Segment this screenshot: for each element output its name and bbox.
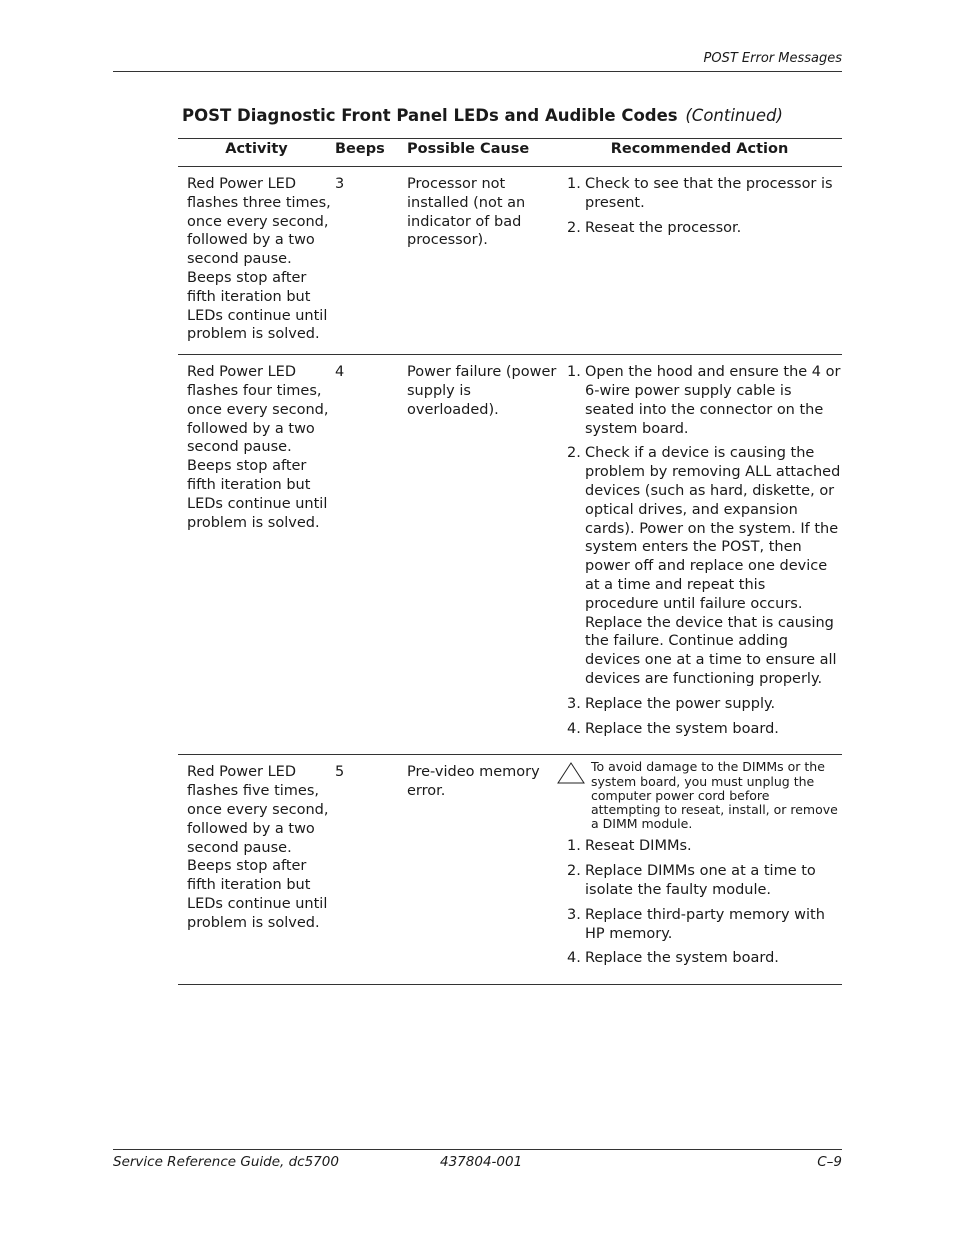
action-item — [557, 363, 842, 438]
table-title — [182, 106, 783, 125]
action-text: Replace the power supply. — [585, 695, 776, 712]
footer-guide-title: Service Reference Guide, dc5700 — [113, 1154, 339, 1170]
action-number: 1. — [567, 838, 581, 855]
column-header-possible-cause: Possible Cause — [407, 139, 557, 167]
action-number: 2. — [567, 863, 581, 880]
post-codes-table — [178, 138, 842, 985]
activity-cell: Red Power LED flashes four times, once every second, followed by a two second pause. Beeps stop after fifth iteration but LEDs continue until problem is solved. — [178, 355, 335, 755]
header-rule — [113, 71, 842, 72]
action-text: Replace the system board. — [585, 950, 779, 967]
action-item — [557, 837, 842, 856]
action-list — [557, 175, 842, 237]
footer-rule — [113, 1149, 842, 1150]
table-header-row — [178, 139, 842, 167]
action-text: Replace the system board. — [585, 720, 779, 737]
activity-cell: Red Power LED flashes three times, once every second, followed by a two second pause. Beeps stop after fifth iteration but LEDs continue until problem is solved. — [178, 167, 335, 355]
running-head: POST Error Messages — [703, 51, 842, 66]
action-item — [557, 906, 842, 944]
action-item — [557, 444, 842, 688]
activity-cell: Red Power LED flashes five times, once every second, followed by a two second pause. Beeps stop after fifth iteration but LEDs continue until problem is solved. — [178, 755, 335, 985]
action-number: 4. — [567, 720, 581, 737]
column-header-beeps: Beeps — [335, 139, 407, 167]
action-item — [557, 219, 842, 238]
caution-triangle-icon — [557, 762, 585, 784]
action-number: 2. — [567, 219, 581, 236]
table-title-suffix: (Continued) — [685, 106, 783, 125]
action-cell — [557, 355, 842, 755]
table-row — [178, 355, 842, 755]
action-list — [557, 837, 842, 968]
action-number: 4. — [567, 950, 581, 967]
action-number: 3. — [567, 695, 581, 712]
action-text: Replace DIMMs one at a time to isolate the faulty module. — [585, 863, 816, 898]
action-item — [557, 720, 842, 739]
beeps-cell: 3 — [335, 167, 407, 355]
action-item — [557, 949, 842, 968]
action-text: Replace third-party memory with HP memory. — [585, 906, 825, 942]
action-text: Reseat the processor. — [585, 219, 742, 236]
action-number: 3. — [567, 906, 581, 923]
action-text: Open the hood and ensure the 4 or 6-wire power supply cable is seated into the connector on the system board. — [585, 364, 841, 437]
beeps-cell: 5 — [335, 755, 407, 985]
action-cell — [557, 755, 842, 985]
action-item — [557, 175, 842, 213]
footer-part-number: 437804-001 — [440, 1154, 523, 1170]
action-list — [557, 363, 842, 738]
footer-page-number: C–9 — [817, 1154, 842, 1170]
column-header-activity: Activity — [178, 139, 335, 167]
action-text: Check to see that the processor is present. — [585, 176, 833, 211]
table-row — [178, 755, 842, 985]
action-item — [557, 862, 842, 900]
table-row — [178, 167, 842, 355]
action-item — [557, 695, 842, 714]
cause-cell: Processor not installed (not an indicator of bad processor). — [407, 167, 557, 355]
action-text: Check if a device is causing the problem by removing ALL attached devices (such as hard, diskette, or optical drives, and expansion cards). Power on the system. If the system enters the POST, then power off and replace one device at a time and repeat this procedure until failure occurs. Replace the device that is causing the failure. Continue adding devices one at a time to ensure all devices are functioning properly. — [585, 445, 841, 687]
cause-cell: Power failure (power supply is overloaded). — [407, 355, 557, 755]
cause-cell: Pre-video memory error. — [407, 755, 557, 985]
caution-note — [557, 760, 842, 831]
beeps-cell: 4 — [335, 355, 407, 755]
caution-text: To avoid damage to the DIMMs or the system board, you must unplug the computer power cord before attempting to reseat, install, or remove a DIMM module. — [591, 759, 838, 832]
table-title-text: POST Diagnostic Front Panel LEDs and Audible Codes — [182, 106, 678, 125]
action-cell — [557, 167, 842, 355]
action-text: Reseat DIMMs. — [585, 838, 692, 855]
column-header-recommended-action: Recommended Action — [557, 139, 842, 167]
action-number: 1. — [567, 176, 581, 192]
action-number: 2. — [567, 445, 581, 462]
action-number: 1. — [567, 364, 581, 381]
